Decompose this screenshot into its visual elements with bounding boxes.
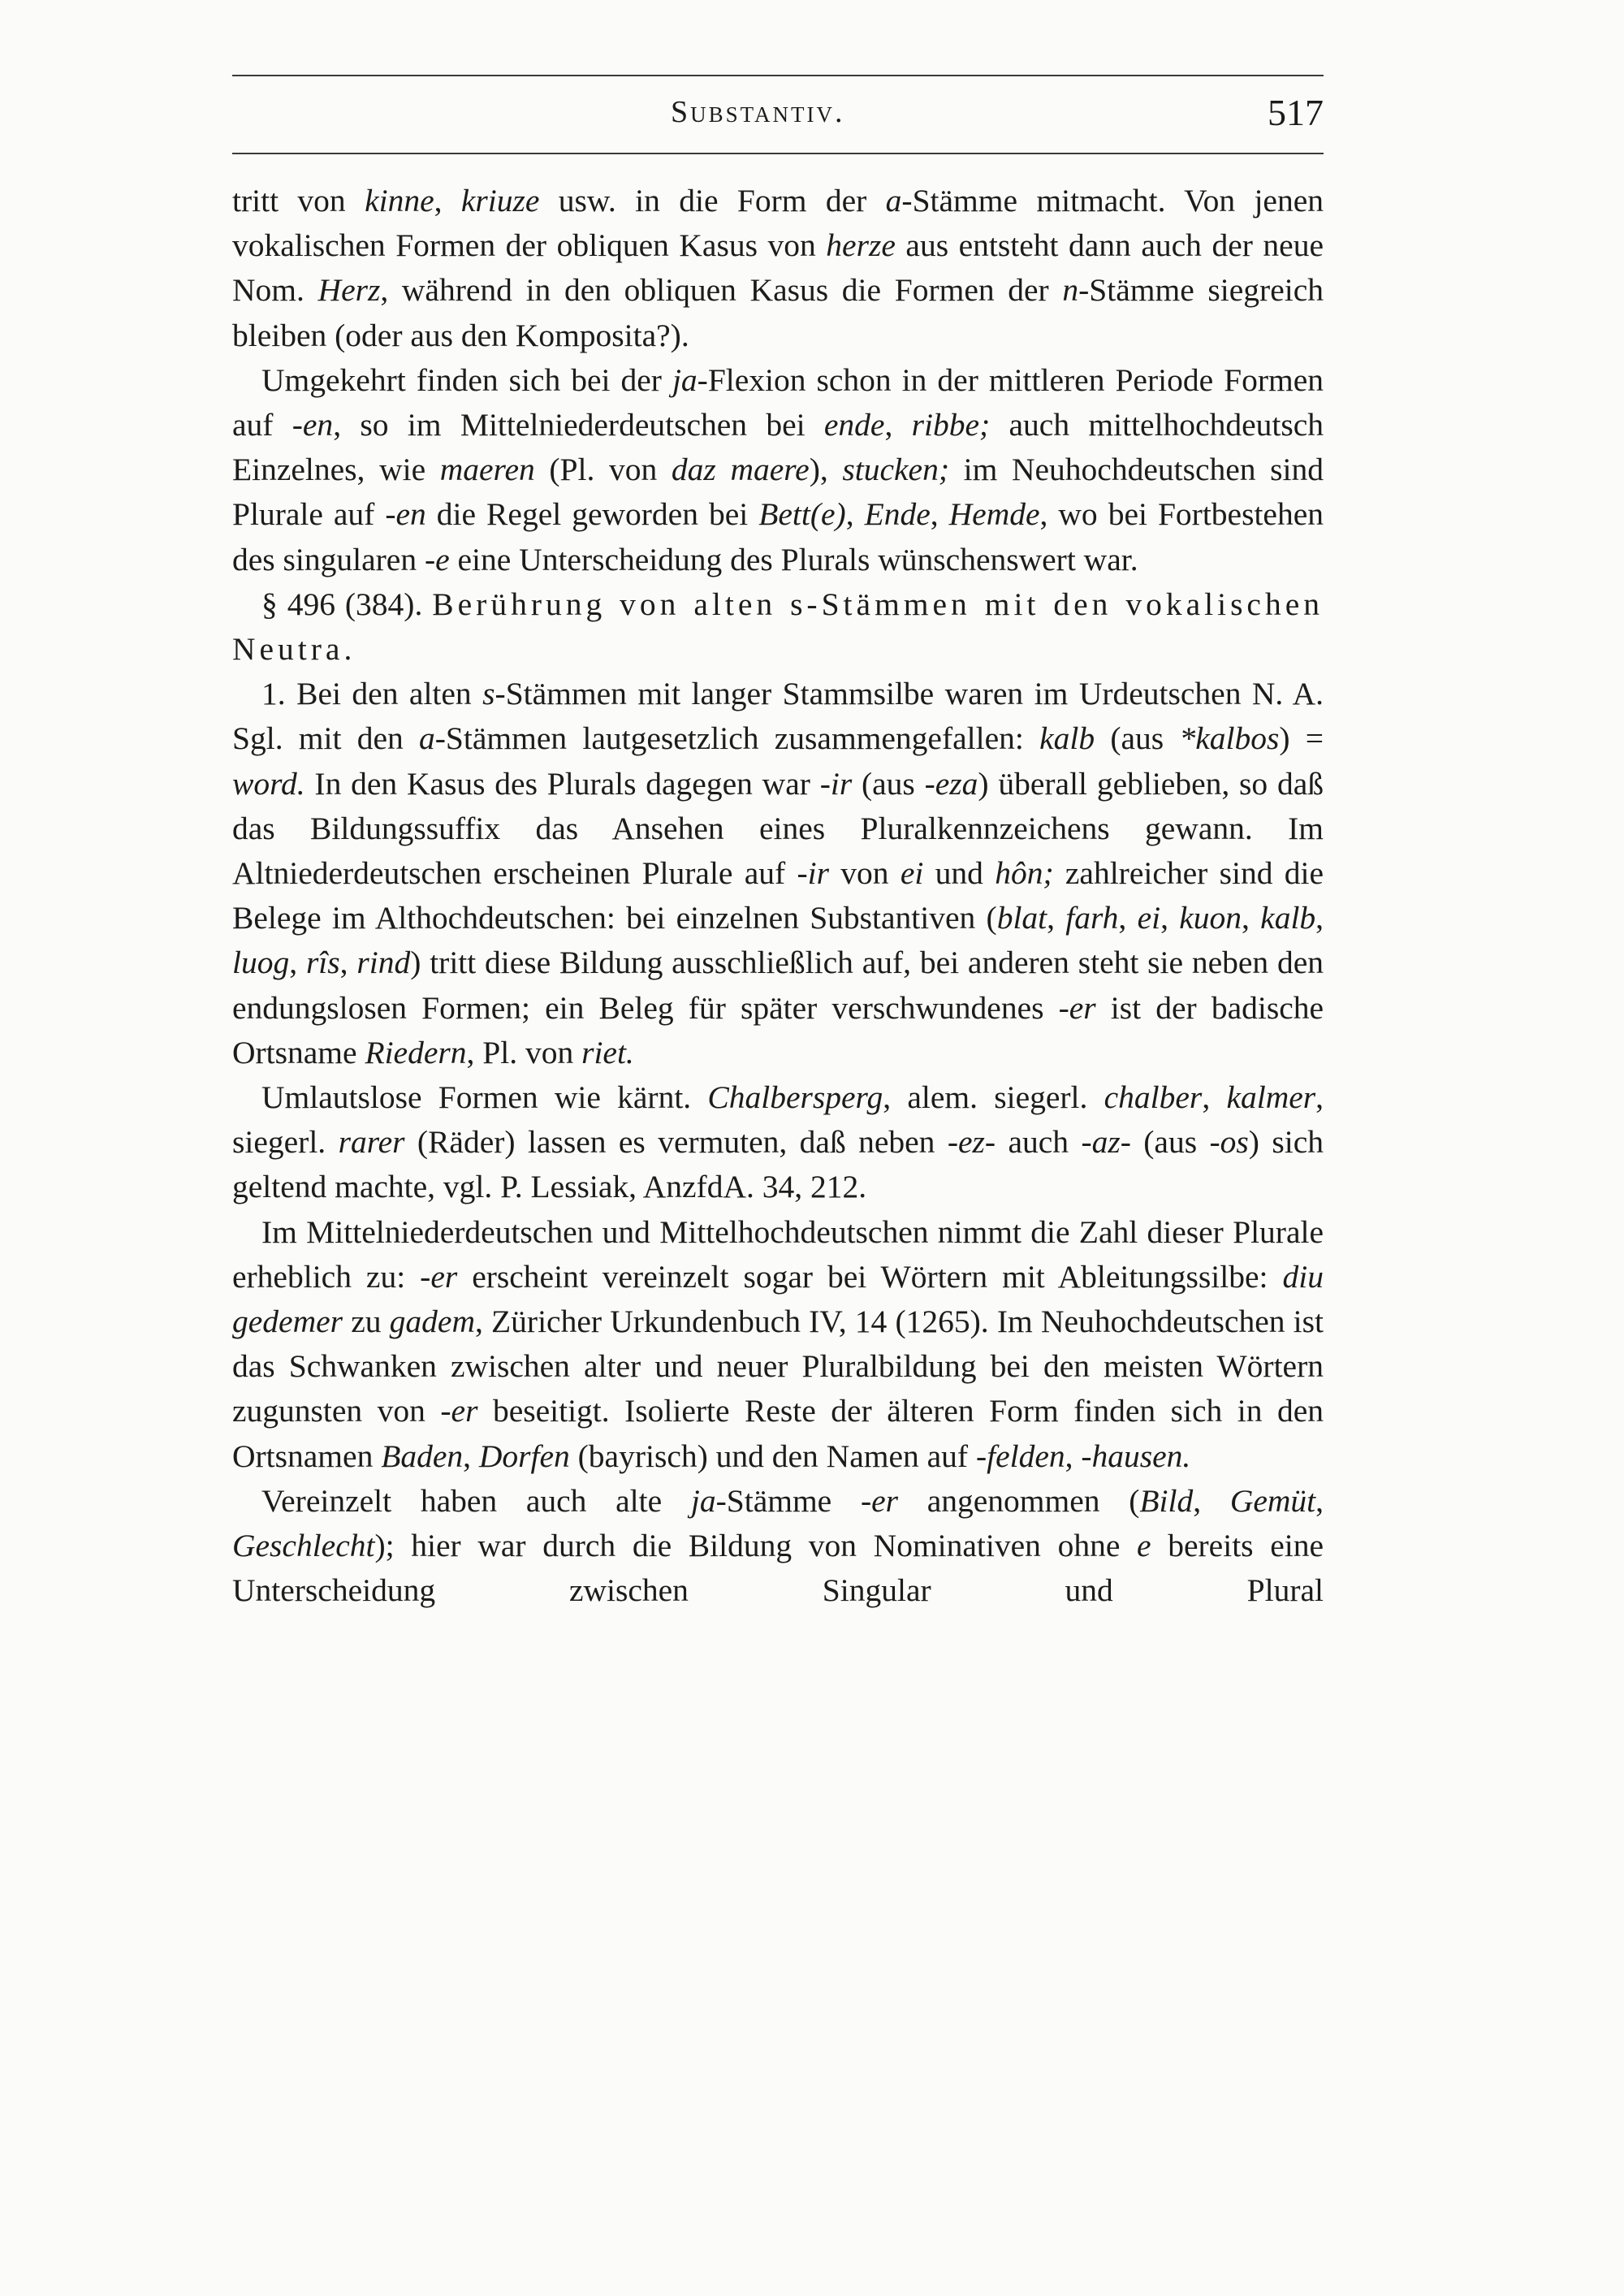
italic-term: -er <box>1058 989 1096 1026</box>
italic-term: Geschlecht <box>232 1528 375 1564</box>
italic-term: a <box>419 720 435 757</box>
page-number: 517 <box>1268 92 1324 133</box>
page <box>232 75 1324 2186</box>
italic-term: -en <box>385 496 426 533</box>
italic-term: kriuze <box>460 183 540 218</box>
italic-term: kalb <box>1039 720 1095 757</box>
italic-term: Herz <box>317 272 381 309</box>
running-head-title: Substantiv. <box>671 95 845 129</box>
paragraph-3: 1. Bei den alten s-Stämmen mit langer Stammsilbe waren im Urdeutschen N. A. Sgl. mit den a-Stämmen lautgesetzlich zusammengefallen: kalb (aus *kalbos) = word. In den Kasus des Plurals dagegen war -ir (aus -eza) überall geblieben, so daß das Bildungssuffix das Ansehen eines Pluralkennzeichens gewann. Im Altniederdeutschen erscheinen Plurale auf -ir von ei und hôn; zahlreicher sind die Belege im Althochdeutschen: bei einzelnen Substantiven (blat, farh, ei, kuon, kalb, luog, rîs, rind) tritt diese Bildung ausschließlich auf, bei anderen steht sie neben den endungslosen Formen; ein Beleg für später verschwundenes -er ist der badische Ortsname Riedern, Pl. von riet. <box>232 676 1324 1070</box>
italic-term: kuon <box>1179 900 1242 936</box>
paragraph-5: Im Mittelniederdeutschen und Mittelhochdeutschen nimmt die Zahl dieser Plurale erheblich zu: -er erscheint vereinzelt sogar bei Wörtern mit Ableitungssilbe: diu gedemer zu gadem, Züricher Urkundenbuch IV, 14 (1265). Im Neuhochdeutschen ist das Schwanken zwischen alter und neuer Pluralbildung bei den meisten Wörtern zugunsten von -er beseitigt. Isolierte Reste der älteren Form finden sich in den Ortsnamen Baden, Dorfen (bayrisch) und den Namen auf -felden, -hausen. <box>232 1213 1324 1474</box>
paragraph-4: Umlautslose Formen wie kärnt. Chalbersperg, alem. siegerl. chalber, kalmer, siegerl. rarer (Räder) lassen es vermuten, daß neben -ez- auch -az- (aus -os) sich geltend machte, vgl. P. Lessiak, AnzfdA. 34, 212. <box>232 1079 1324 1205</box>
italic-term: ei <box>900 855 924 892</box>
italic-term: rind <box>356 945 411 981</box>
italic-term: diu gedemer <box>232 1258 1324 1340</box>
paragraph-2: Umgekehrt finden sich bei der ja-Flexion schon in der mittleren Periode Formen auf -en, so im Mittelniederdeutschen bei ende, ribbe; auch mittelhochdeutsch Einzelnes, wie maeren (Pl. von daz maere), stucken; im Neuhochdeutschen sind Plurale auf -en die Regel geworden bei Bett(e), Ende, Hemde, wo bei Fortbestehen des singularen -e eine Unterscheidung des Plurals wünschenswert war. <box>232 361 1324 577</box>
italic-term: Bild <box>1139 1482 1194 1519</box>
italic-term: -os <box>1209 1124 1249 1161</box>
italic-term: *kalbos <box>1179 720 1280 757</box>
italic-term: -ez- <box>947 1124 996 1161</box>
italic-term: -hausen. <box>1081 1438 1191 1474</box>
section-title: Berührung von alten s-Stämmen mit den vokalischen Neutra. <box>232 586 1324 668</box>
italic-term: -ir <box>797 855 829 892</box>
italic-term: farh <box>1065 900 1119 936</box>
italic-term: -e <box>424 541 450 577</box>
italic-term: riet. <box>581 1034 634 1070</box>
italic-term: maeren <box>439 452 535 488</box>
italic-term: ei <box>1137 900 1161 936</box>
italic-term: stucken; <box>842 452 949 488</box>
italic-term: e <box>1137 1528 1151 1564</box>
section-number: § 496 (384). <box>261 586 423 622</box>
italic-term: -en <box>292 407 334 443</box>
header-bottom-rule <box>232 153 1324 154</box>
italic-term: Hemde <box>948 496 1040 533</box>
italic-term: Bett(e) <box>758 496 846 533</box>
italic-term: n <box>1062 272 1079 309</box>
italic-term: -az- <box>1081 1124 1131 1161</box>
header-top-rule <box>232 75 1324 76</box>
italic-term: hôn; <box>995 855 1054 892</box>
italic-term: blat <box>996 900 1047 936</box>
italic-term: -ir <box>819 765 853 802</box>
paragraph-6: Vereinzelt haben auch alte ja-Stämme -er angenommen (Bild, Gemüt, Geschlecht); hier war durch die Bildung von Nominativen ohne e bereits eine Unterscheidung zwischen Singular und Plural <box>232 1482 1324 1609</box>
italic-term: word. <box>232 765 305 802</box>
italic-term: kinne <box>365 183 434 218</box>
italic-term: luog <box>232 945 290 981</box>
italic-term: herze <box>826 227 896 264</box>
body-text <box>232 179 1324 1614</box>
italic-term: chalber <box>1104 1079 1203 1116</box>
italic-term: Ende <box>864 496 931 533</box>
italic-term: ja <box>690 1482 716 1519</box>
italic-term: ja <box>672 361 698 398</box>
italic-term: Dorfen <box>478 1438 570 1474</box>
italic-term: rîs <box>305 945 340 981</box>
italic-term: kalb <box>1260 900 1316 936</box>
italic-term: a <box>885 183 902 218</box>
italic-term: ribbe; <box>911 407 991 443</box>
running-head <box>232 88 1324 151</box>
italic-term: s <box>482 676 495 712</box>
italic-term: kalmer <box>1226 1079 1316 1116</box>
italic-term: -er <box>420 1258 458 1295</box>
italic-term: Chalbersperg <box>707 1079 883 1116</box>
section-heading <box>232 582 1324 672</box>
italic-term: -er <box>440 1393 478 1429</box>
italic-term: -er <box>860 1482 898 1519</box>
italic-term: -eza <box>924 765 978 802</box>
italic-term: -felden <box>975 1438 1065 1474</box>
italic-term: Gemüt <box>1229 1482 1316 1519</box>
italic-term: gadem <box>389 1304 475 1340</box>
italic-term: Riedern <box>365 1034 467 1070</box>
italic-term: daz maere <box>671 452 810 488</box>
italic-term: ende <box>823 407 885 443</box>
italic-term: Baden <box>381 1438 464 1474</box>
paragraph-1: tritt von kinne, kriuze usw. in die Form der a-Stämme mitmacht. Von jenen vokalischen Formen der obliquen Kasus von herze aus entsteht dann auch der neue Nom. Herz, während in den obliquen Kasus die Formen der n-Stämme siegreich bleiben (oder aus den Komposita?). <box>232 183 1324 353</box>
italic-term: rarer <box>338 1124 405 1161</box>
